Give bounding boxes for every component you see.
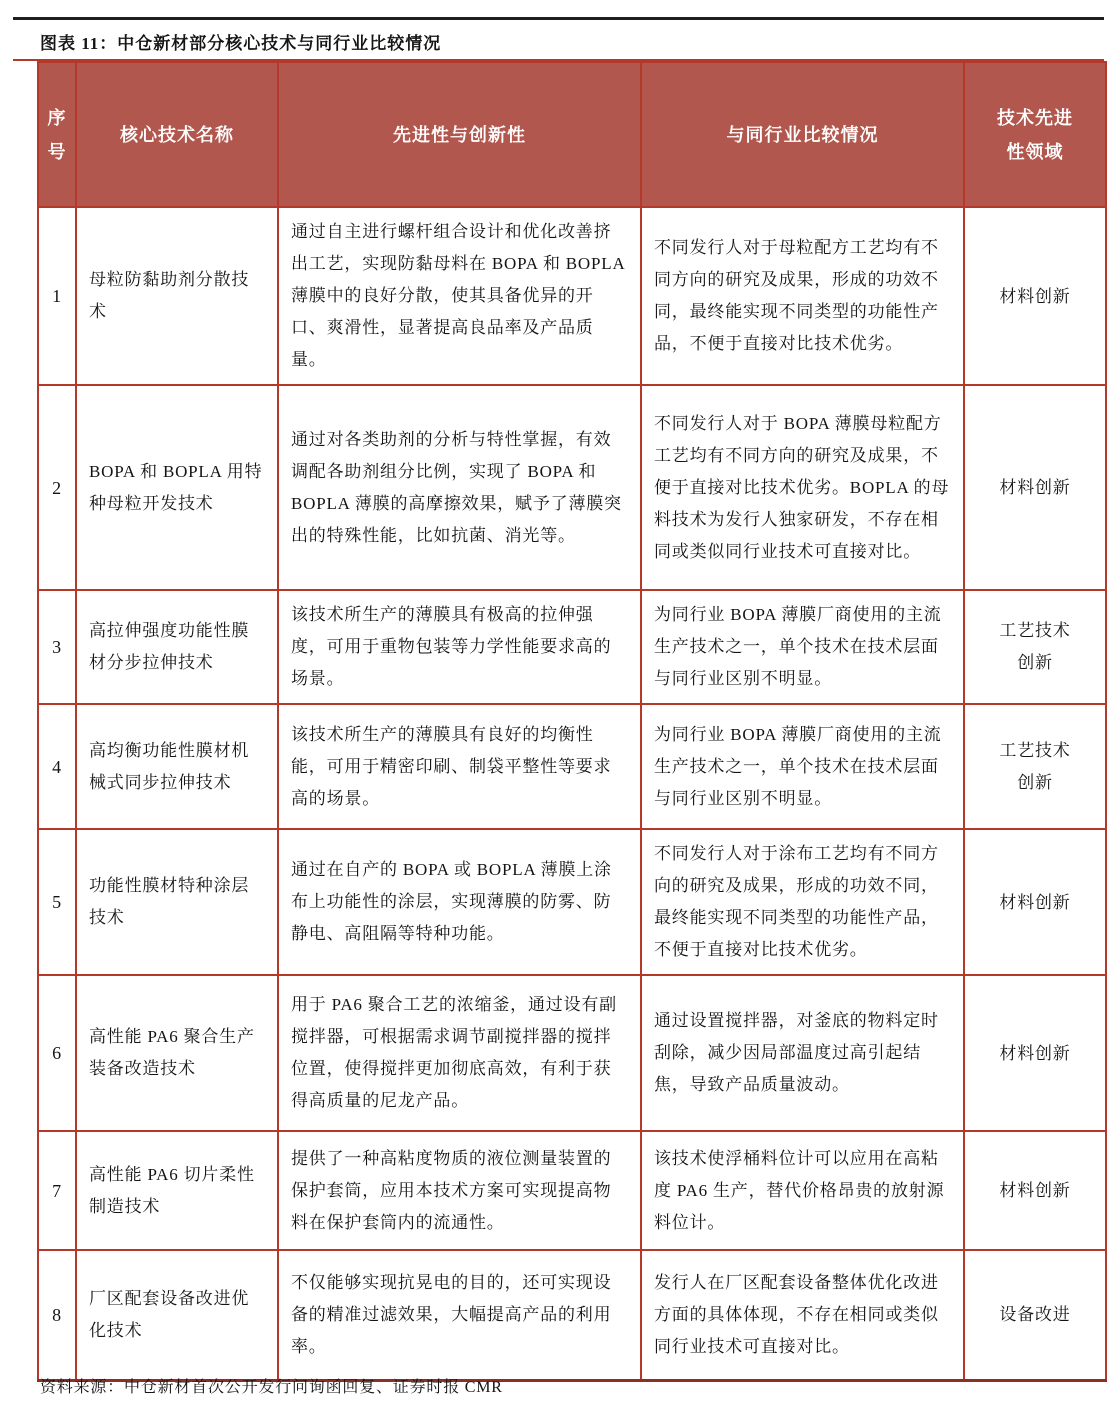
top-divider	[13, 17, 1104, 20]
col-header-field-label: 技术先进性领域	[997, 107, 1073, 162]
cell-innovation: 通过在自产的 BOPA 或 BOPLA 薄膜上涂布上功能性的涂层，实现薄膜的防雾、防静电、高阻隔等特种功能。	[278, 829, 641, 975]
table-header-row	[38, 62, 1106, 207]
table-row	[38, 385, 1106, 590]
cell-comparison: 不同发行人对于母粒配方工艺均有不同方向的研究及成果，形成的功效不同，最终能实现不同类型的功能性产品，不便于直接对比技术优劣。	[641, 207, 964, 385]
cell-field-label: 材料创新	[999, 892, 1071, 912]
cell-field-label: 材料创新	[999, 286, 1071, 306]
cell-tech-name: 高均衡功能性膜材机械式同步拉伸技术	[76, 704, 278, 829]
cell-tech-name: 功能性膜材特种涂层技术	[76, 829, 278, 975]
cell-field	[964, 590, 1106, 704]
col-header-innovation-label: 先进性与创新性	[393, 124, 526, 145]
col-header-tech-name	[76, 62, 278, 207]
cell-no: 7	[38, 1131, 76, 1250]
cell-field-label: 工艺技术创新	[999, 740, 1071, 792]
cell-tech-name: 厂区配套设备改进优化技术	[76, 1250, 278, 1380]
cell-no: 6	[38, 975, 76, 1131]
cell-field-label: 材料创新	[999, 1043, 1071, 1063]
table-row	[38, 1131, 1106, 1250]
cell-tech-name: 母粒防黏助剂分散技术	[76, 207, 278, 385]
cell-innovation: 提供了一种高粘度物质的液位测量装置的保护套筒，应用本技术方案可实现提高物料在保护套筒内的流通性。	[278, 1131, 641, 1250]
cell-field	[964, 385, 1106, 590]
cell-no: 4	[38, 704, 76, 829]
cell-comparison: 该技术使浮桶料位计可以应用在高粘度 PA6 生产，替代价格昂贵的放射源料位计。	[641, 1131, 964, 1250]
cell-field-label: 设备改进	[999, 1305, 1071, 1325]
col-header-field	[964, 62, 1106, 207]
col-header-comparison	[641, 62, 964, 207]
cell-field	[964, 1131, 1106, 1250]
cell-innovation: 不仅能够实现抗晃电的目的，还可实现设备的精准过滤效果，大幅提高产品的利用率。	[278, 1250, 641, 1380]
cell-no: 8	[38, 1250, 76, 1380]
cell-comparison: 不同发行人对于 BOPA 薄膜母粒配方工艺均有不同方向的研究及成果，不便于直接对比技术优劣。BOPLA 的母料技术为发行人独家研发，不存在相同或类似同行业技术可直接对比。	[641, 385, 964, 590]
core-technology-comparison-table	[37, 61, 1107, 1382]
cell-no: 2	[38, 385, 76, 590]
col-header-no-label: 序号	[47, 107, 67, 162]
cell-field	[964, 975, 1106, 1131]
cell-comparison: 发行人在厂区配套设备整体优化改进方面的具体体现，不存在相同或类似同行业技术可直接对比。	[641, 1250, 964, 1380]
cell-tech-name: 高性能 PA6 聚合生产装备改造技术	[76, 975, 278, 1131]
cell-comparison: 为同行业 BOPA 薄膜厂商使用的主流生产技术之一，单个技术在技术层面与同行业区别不明显。	[641, 704, 964, 829]
cell-tech-name: 高性能 PA6 切片柔性制造技术	[76, 1131, 278, 1250]
cell-field-label: 材料创新	[999, 1181, 1071, 1201]
cell-tech-name: 高拉伸强度功能性膜材分步拉伸技术	[76, 590, 278, 704]
table-row	[38, 590, 1106, 704]
table-row	[38, 704, 1106, 829]
cell-comparison: 通过设置搅拌器，对釜底的物料定时刮除，减少因局部温度过高引起结焦，导致产品质量波动。	[641, 975, 964, 1131]
col-header-no	[38, 62, 76, 207]
cell-no: 5	[38, 829, 76, 975]
cell-field	[964, 829, 1106, 975]
cell-no: 1	[38, 207, 76, 385]
cell-no: 3	[38, 590, 76, 704]
col-header-tech-name-label: 核心技术名称	[120, 124, 234, 145]
cell-innovation: 通过自主进行螺杆组合设计和优化改善挤出工艺，实现防黏母料在 BOPA 和 BOPLA 薄膜中的良好分散，使其具备优异的开口、爽滑性，显著提高良品率及产品质量。	[278, 207, 641, 385]
cell-innovation: 通过对各类助剂的分析与特性掌握，有效调配各助剂组分比例，实现了 BOPA 和 BOPLA 薄膜的高摩擦效果，赋予了薄膜突出的特殊性能，比如抗菌、消光等。	[278, 385, 641, 590]
cell-comparison: 为同行业 BOPA 薄膜厂商使用的主流生产技术之一，单个技术在技术层面与同行业区别不明显。	[641, 590, 964, 704]
col-header-comparison-label: 与同行业比较情况	[726, 124, 879, 145]
cell-field	[964, 704, 1106, 829]
cell-field	[964, 207, 1106, 385]
table-row	[38, 829, 1106, 975]
table-row	[38, 207, 1106, 385]
table-row	[38, 1250, 1106, 1380]
cell-field-label: 材料创新	[999, 478, 1071, 498]
col-header-innovation	[278, 62, 641, 207]
cell-field-label: 工艺技术创新	[999, 621, 1071, 672]
cell-field	[964, 1250, 1106, 1380]
cell-innovation: 用于 PA6 聚合工艺的浓缩釜，通过设有副搅拌器，可根据需求调节副搅拌器的搅拌位置，使得搅拌更加彻底高效，有利于获得高质量的尼龙产品。	[278, 975, 641, 1131]
cell-innovation: 该技术所生产的薄膜具有极高的拉伸强度，可用于重物包装等力学性能要求高的场景。	[278, 590, 641, 704]
source-note: 资料来源：中仓新材首次公开发行问询函回复、证券时报 CMR	[40, 1379, 503, 1396]
cell-innovation: 该技术所生产的薄膜具有良好的均衡性能，可用于精密印刷、制袋平整性等要求高的场景。	[278, 704, 641, 829]
cell-tech-name: BOPA 和 BOPLA 用特种母粒开发技术	[76, 385, 278, 590]
table-row	[38, 975, 1106, 1131]
chart-title: 图表 11：中仓新材部分核心技术与同行业比较情况	[40, 34, 442, 53]
cell-comparison: 不同发行人对于涂布工艺均有不同方向的研究及成果，形成的功效不同，最终能实现不同类型的功能性产品，不便于直接对比技术优劣。	[641, 829, 964, 975]
